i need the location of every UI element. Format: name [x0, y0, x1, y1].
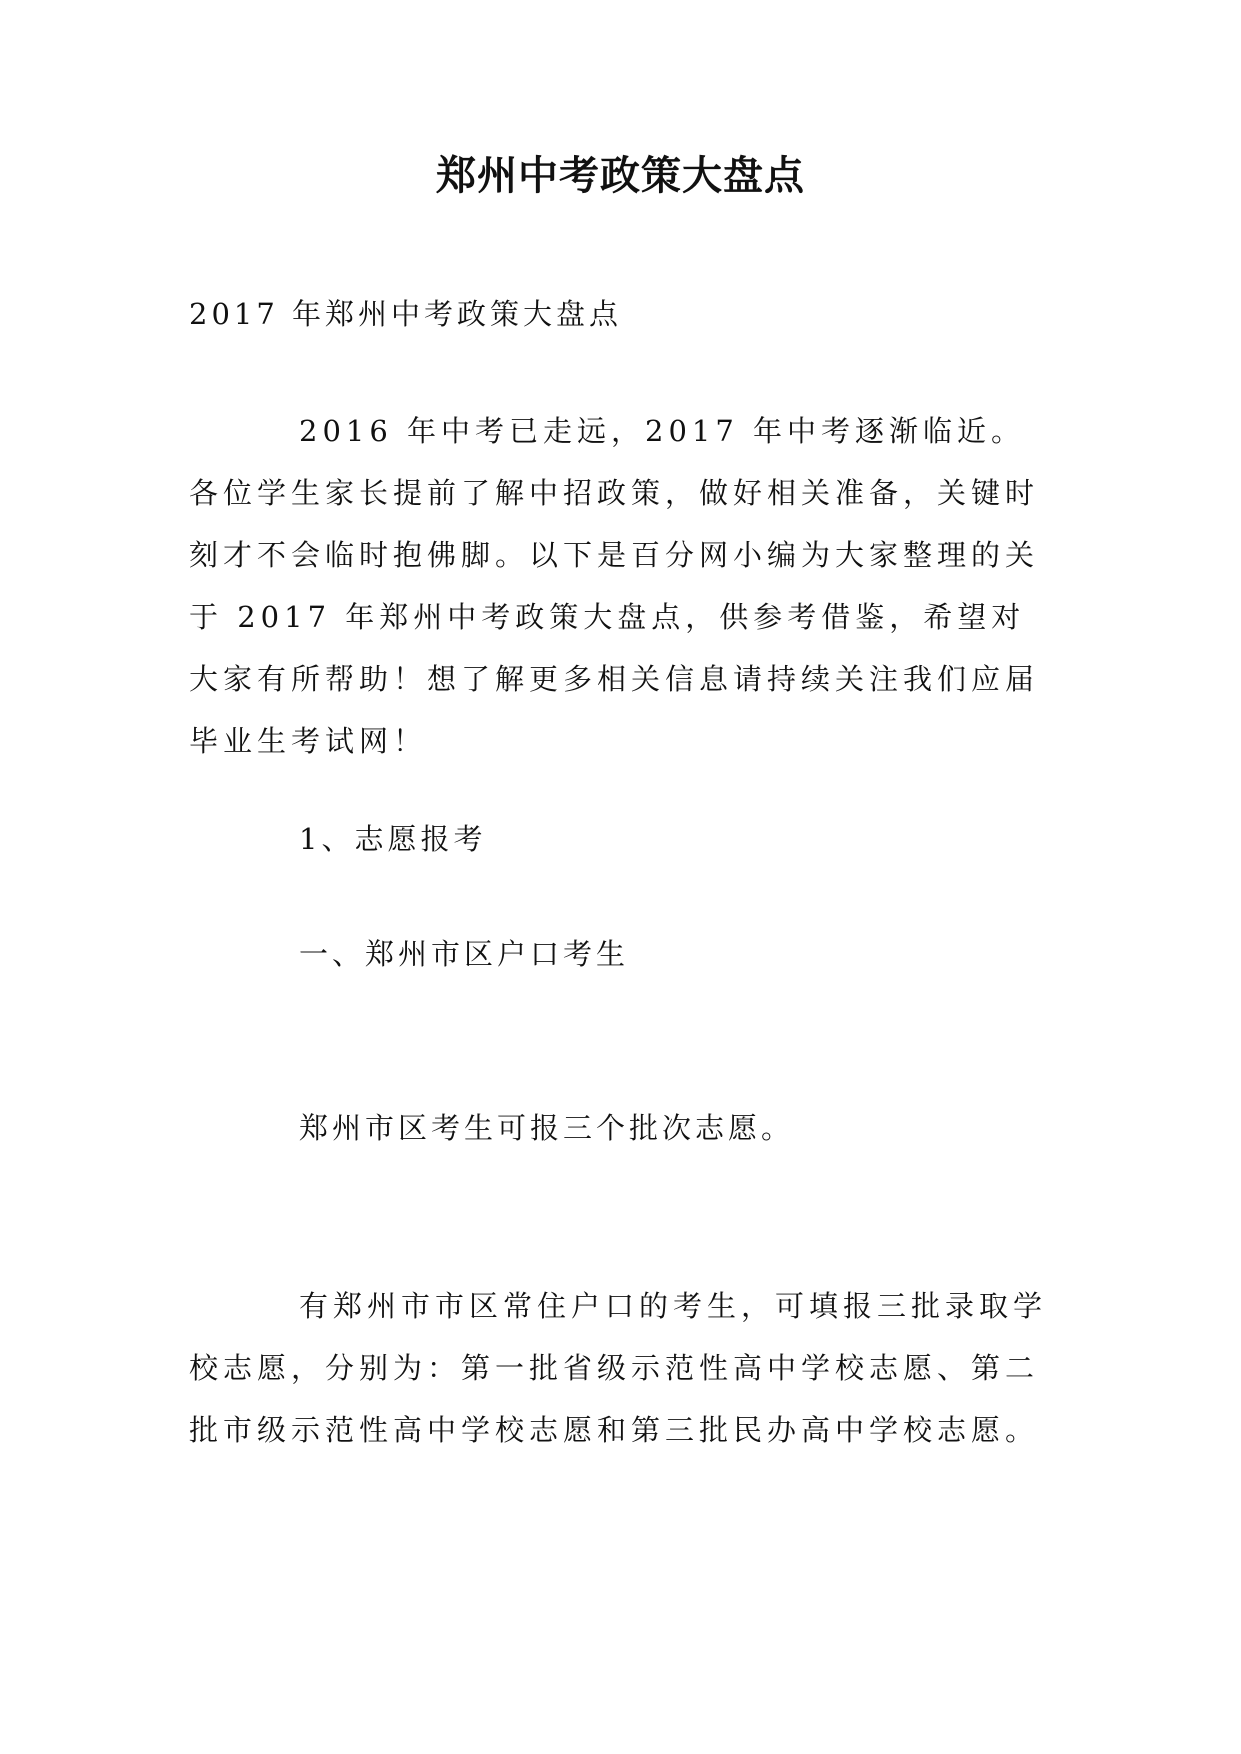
intro-paragraph: 2016 年中考已走远，2017 年中考逐渐临近。各位学生家长提前了解中招政策，做好相关准备，关键时刻才不会临时抱佛脚。以下是百分网小编为大家整理的关于 2017 年郑州中考政策大盘点，供参考借鉴，希望对大家有所帮助！想了解更多相关信息请持续关注我们应届毕业生考试网！ [189, 414, 1040, 758]
section-heading-volunteer: 1、志愿报考 [299, 822, 487, 856]
document-title: 郑州中考政策大盘点 [436, 153, 805, 199]
section-statement-three-batches: 郑州市区考生可报三个批次志愿。 [299, 1111, 795, 1145]
body-paragraph-batches: 有郑州市市区常住户口的考生，可填报三批录取学校志愿，分别为：第一批省级示范性高中学校志愿、第二批市级示范性高中学校志愿和第三批民办高中学校志愿。 [189, 1289, 1048, 1447]
section-heading-urban-residents: 一、郑州市区户口考生 [299, 937, 630, 971]
document-subtitle: 2017 年郑州中考政策大盘点 [189, 297, 623, 331]
